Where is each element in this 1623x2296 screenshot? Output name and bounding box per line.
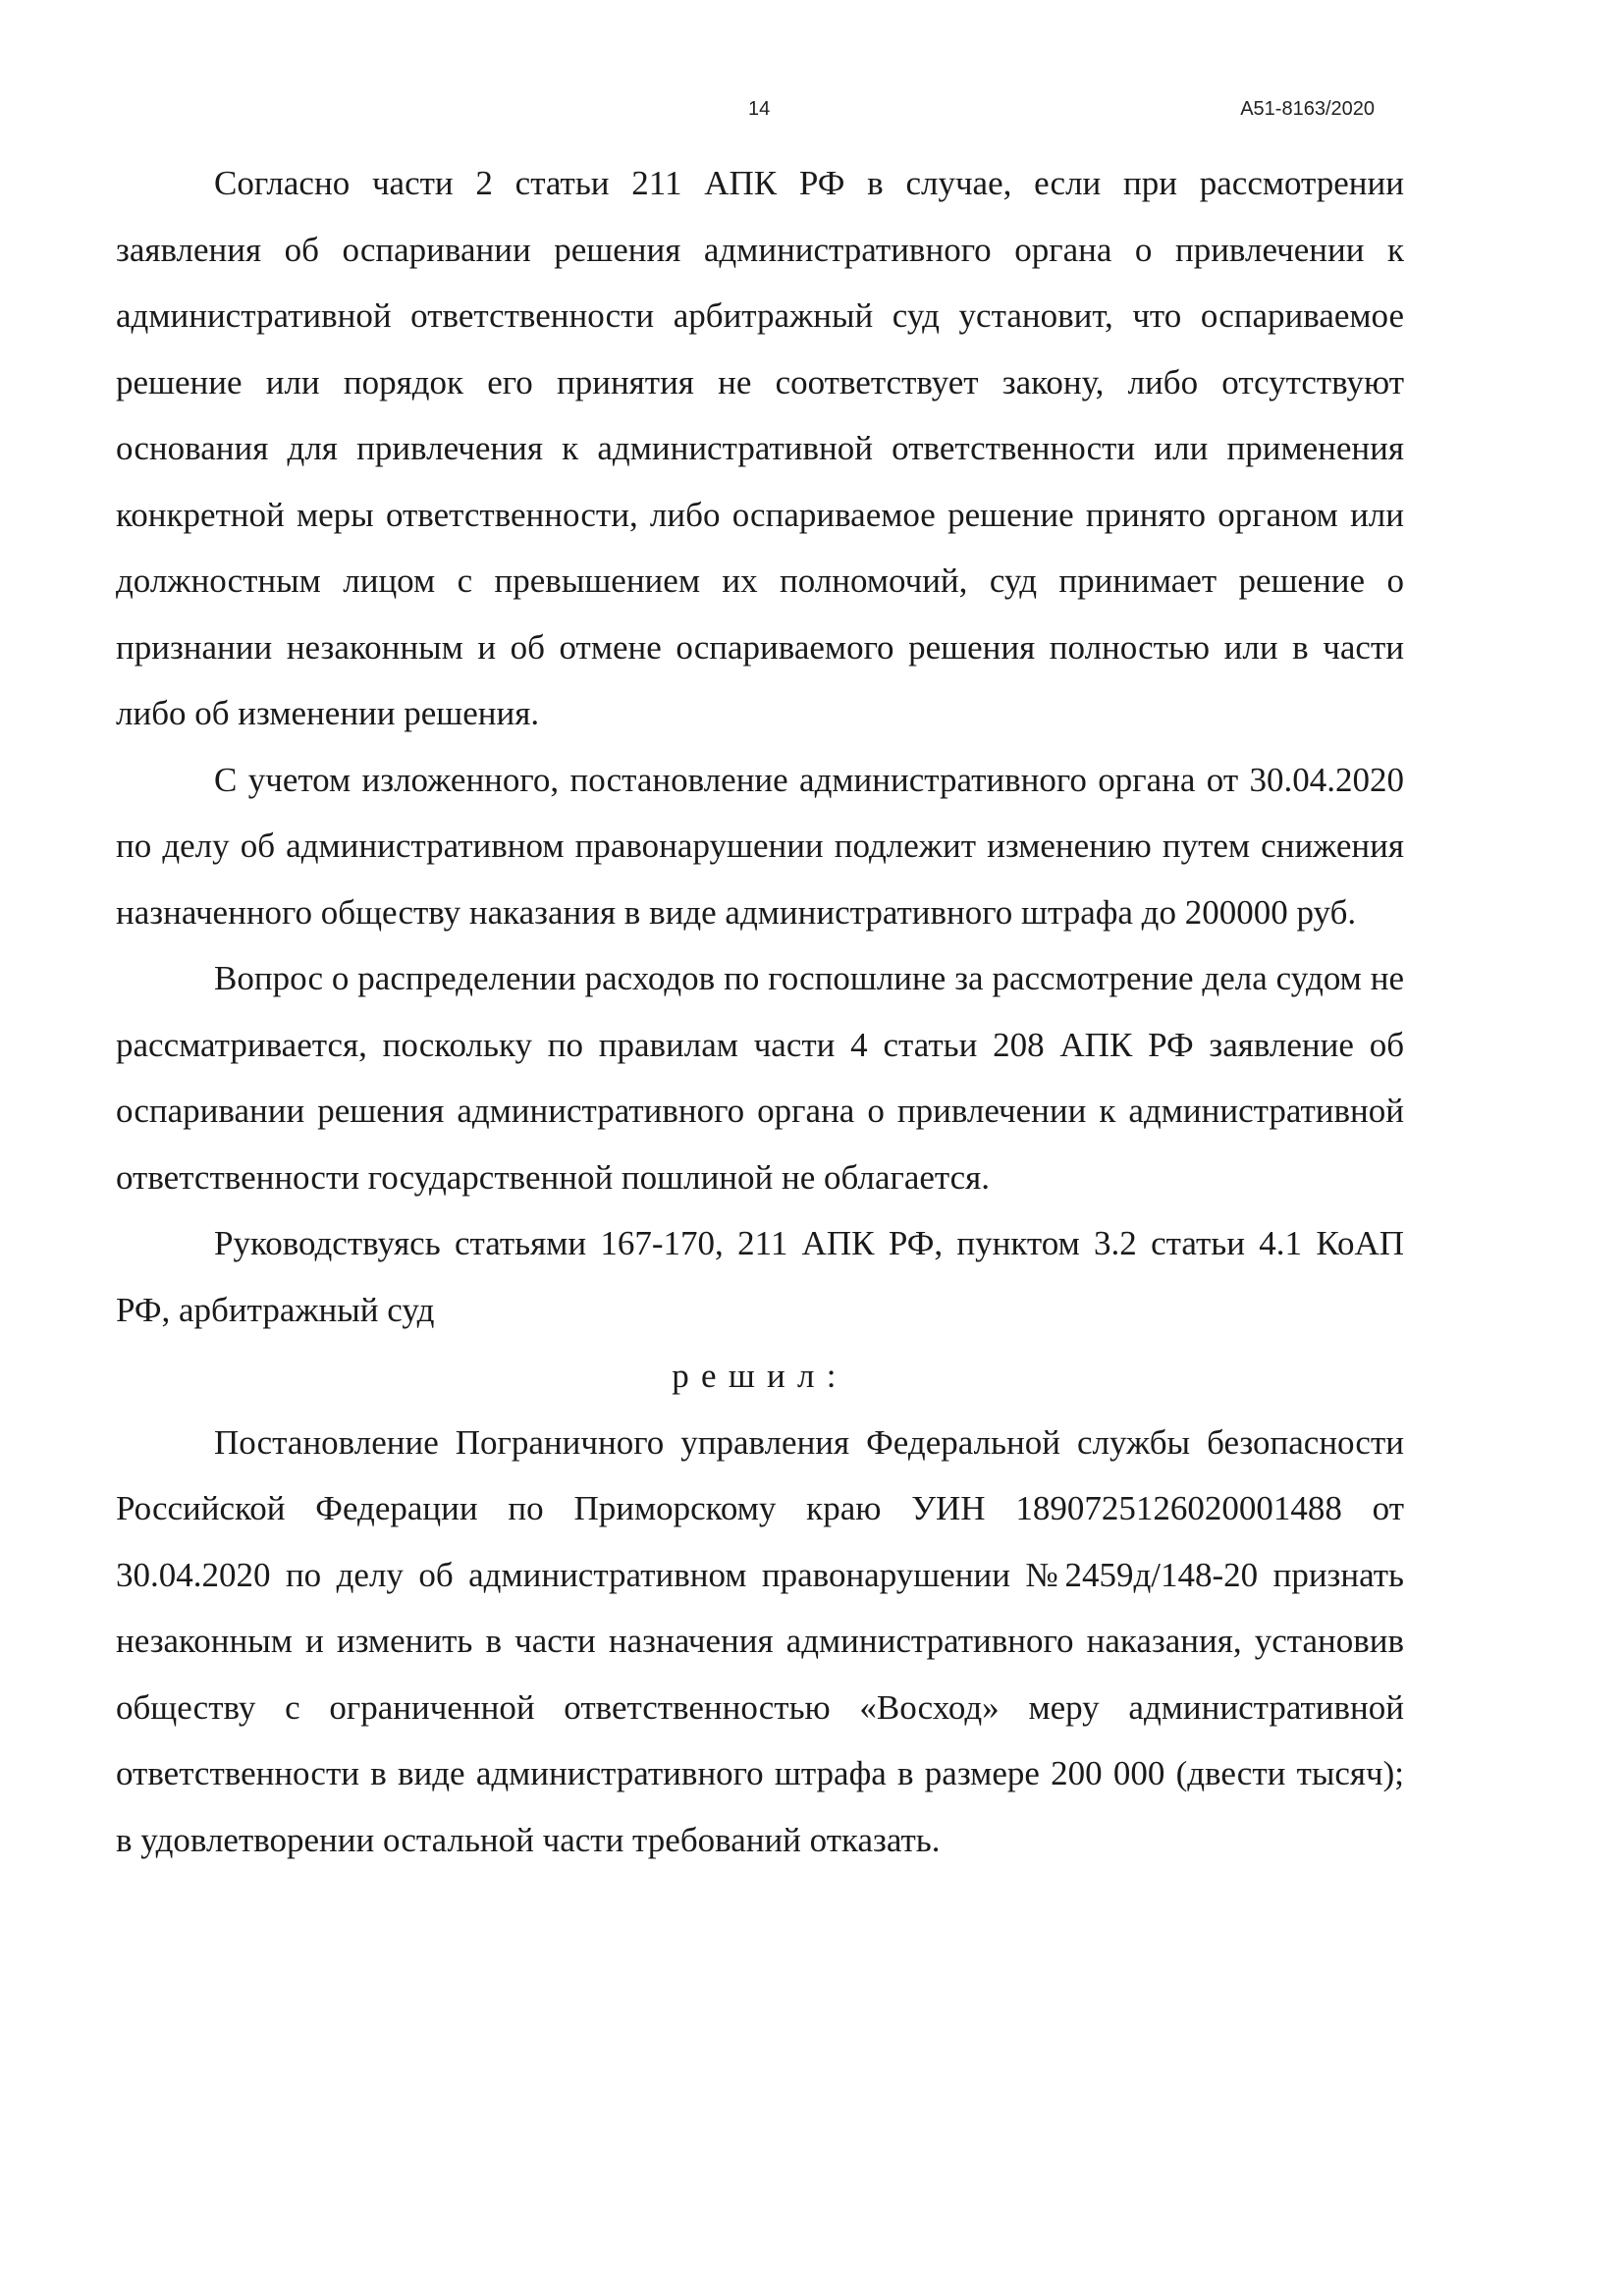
decision-heading: решил:	[672, 1357, 848, 1395]
document-body	[116, 150, 1404, 1873]
page-header	[118, 98, 1375, 128]
paragraph-legal-basis: Согласно части 2 статьи 211 АПК РФ в случае, если при рассмотрении заявления об оспаривании решения административного органа о привлечении к административной ответственности арбитражный суд установит, что оспариваемое решение или порядок его принятия не соответствует закону, либо отсутствуют основания для привлечения к административной ответственности или применения конкретной меры ответственности, либо оспариваемое решение принято органом или должностным лицом с превышением их полномочий, суд принимает решение о признании незаконным и об отмене оспариваемого решения полностью или в части либо об изменении решения.	[116, 164, 1404, 732]
paragraph-state-duty: Вопрос о распределении расходов по госпошлине за рассмотрение дела судом не рассматривается, поскольку по правилам части 4 статьи 208 АПК РФ заявление об оспаривании решения административного органа о привлечении к административной ответственности государственной пошлиной не облагается.	[116, 959, 1404, 1197]
paragraph-guided-by: Руководствуясь статьями 167-170, 211 АПК РФ, пунктом 3.2 статьи 4.1 КоАП РФ, арбитражный суд	[116, 1224, 1404, 1329]
paragraph-ruling: Постановление Пограничного управления Федеральной службы безопасности Российской Федерации по Приморскому краю УИН 1890725126020001488 от 30.04.2020 по делу об административном правонарушении №2459д/148-20 признать незаконным и изменить в части назначения административного наказания, установив обществу с ограниченной ответственностью «Восход» меру административной ответственности в виде административного штрафа в размере 200 000 (двести тысяч); в удовлетворении остальной части требований отказать.	[116, 1422, 1404, 1859]
case-number: А51-8163/2020	[1240, 98, 1375, 120]
page-number: 14	[748, 98, 771, 120]
paragraph-fine-reduction: С учетом изложенного, постановление административного органа от 30.04.2020 по делу об административном правонарушении подлежит изменению путем снижения назначенного обществу наказания в виде административного штрафа до 200000 руб.	[116, 760, 1404, 932]
